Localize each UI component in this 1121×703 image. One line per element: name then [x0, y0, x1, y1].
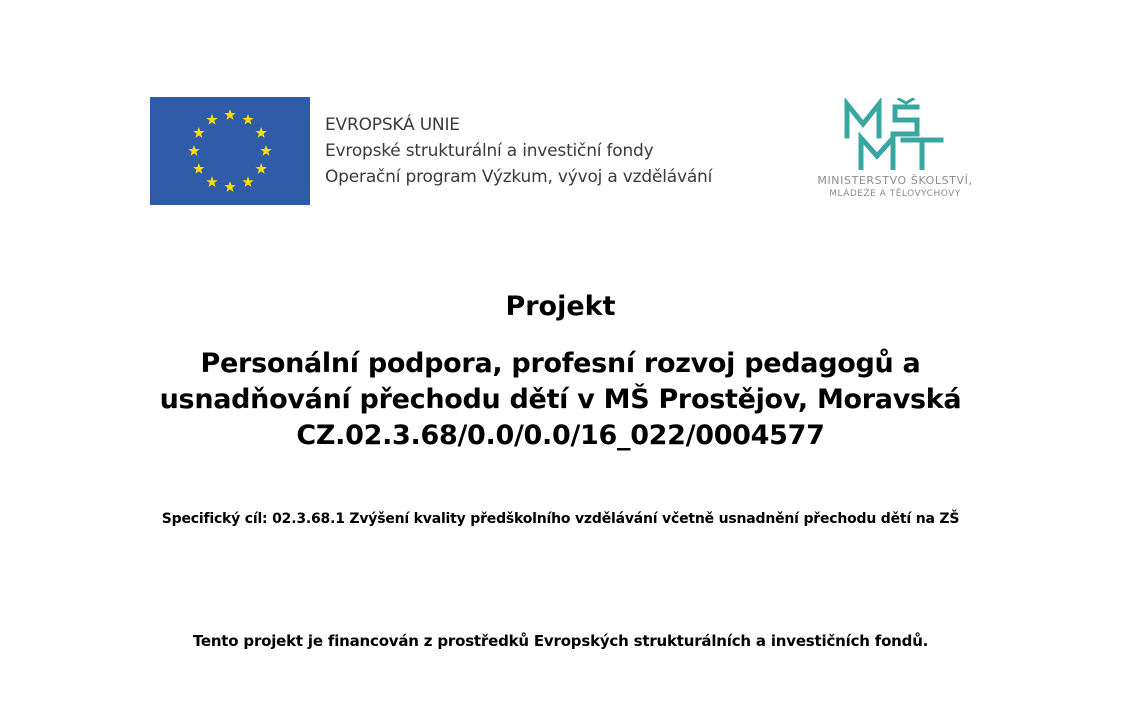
eu-funds-name: Evropské strukturální a investiční fondy: [325, 141, 654, 161]
project-title: [0, 346, 1121, 454]
specific-goal: Specifický cíl: 02.3.68.1 Zvýšení kvality předškolního vzdělávání včetně usnadnění přechodu dětí na ZŠ: [161, 511, 960, 527]
project-registration-number: CZ.02.3.68/0.0/0.0/16_022/0004577: [296, 420, 825, 451]
eu-program-name: Operační program Výzkum, vývoj a vzdělávání: [325, 167, 713, 187]
project-heading: Projekt: [505, 291, 616, 322]
project-title-line-1: Personální podpora, profesní rozvoj pedagogů a: [200, 348, 921, 379]
msmt-caption: [790, 174, 1000, 200]
eu-flag-icon: [150, 97, 310, 205]
msmt-logo: [790, 98, 1000, 208]
eu-logo-text: [325, 112, 712, 190]
msmt-caption-line-1: MINISTERSTVO ŠKOLSTVÍ,: [817, 174, 973, 187]
logo-header: [0, 0, 1121, 230]
msmt-caption-line-2: MLÁDEŽE A TĚLOVÝCHOVY: [829, 189, 961, 199]
msmt-monogram-icon: [843, 98, 945, 170]
project-title-line-2: usnadňování přechodu dětí v MŠ Prostějov, Moravská: [159, 384, 962, 415]
funding-note: Tento projekt je financován z prostředků Evropských strukturálních a investičních fondů.: [192, 632, 929, 650]
eu-name: EVROPSKÁ UNIE: [325, 115, 460, 135]
